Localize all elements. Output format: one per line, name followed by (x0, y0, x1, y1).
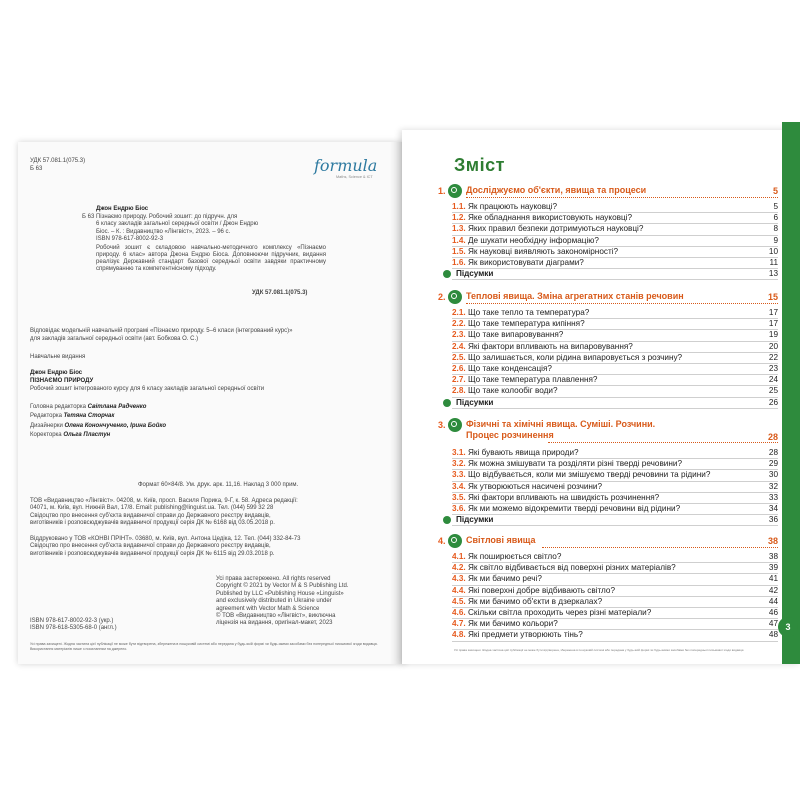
toc-row[interactable]: 2.7. Що таке температура плавлення? 24 (438, 375, 778, 386)
toc-summary-row[interactable]: Підсумки 26 (438, 398, 778, 409)
chapter-number: 2. (438, 292, 446, 302)
chapter-4-items (438, 552, 778, 642)
program-line: Відповідає модельній навчальній програмі «Пізнаємо природу. 5–6 класи (інтегрований курс)» (30, 328, 293, 334)
toc-row[interactable]: 4.4. Які поверхні добре відбивають світло? 42 (438, 586, 778, 597)
toc-row[interactable]: 4.8. Які предмети утворюють тінь? 48 (438, 630, 778, 641)
toc-row[interactable]: 3.4. Як утворюються насичені розчини? 32 (438, 482, 778, 493)
rights-line: ліцензія на видання, оригінал-макет, 2023 (216, 620, 333, 627)
dotted-leader (542, 547, 778, 548)
chapter-page: 38 (767, 536, 778, 546)
book-title: ПІЗНАЄМО ПРИРОДУ (30, 378, 94, 384)
catalog-annotation: Робочий зошит є складовою навчально-методичного комплексу «Пізнаємо природу. 6 клас» автора Джона Ендрю Біоса. Доповнюючи підручник, видання реалізує Державний стандарт базової середньої освіти завдяки практичному спрямуванню та компетентнісному підходу. (96, 244, 326, 273)
toc-row[interactable]: 1.6. Як використовувати діаграми? 11 (438, 258, 778, 269)
format-line: Формат 60×84/8. Ум. друк. арк. 11,16. Наклад 3 000 прим. (138, 482, 299, 488)
catalog-line: ISBN 978-617-8002-92-3 (96, 236, 164, 243)
dotted-leader (466, 197, 778, 198)
toc-row[interactable]: 1.4. Де шукати необхідну інформацію? 9 (438, 236, 778, 247)
magnifier-icon (448, 184, 462, 198)
toc-row[interactable]: 4.2. Як світло відбивається від поверхні різних матеріалів? 39 (438, 563, 778, 574)
printer-line: виготівників і розповсюджувачів видавничої продукції серія ДК № 6115 від 29.03.2018 р. (30, 550, 275, 557)
toc-row[interactable]: 2.4. Які фактори впливають на випаровування? 20 (438, 342, 778, 353)
toc-row[interactable]: 1.2. Яке обладнання використовують науковці? 6 (438, 213, 778, 224)
bbk-header: Б 63 (30, 166, 43, 172)
chapter-number: 3. (438, 420, 446, 430)
staff-row: Коректорка Ольга Пластун (30, 432, 111, 439)
chapter-number: 4. (438, 536, 446, 546)
catalog-line: Б 63 Пізнаємо природу. Робочий зошит: до підручн. для (82, 214, 238, 220)
open-book (18, 142, 800, 664)
author-name-2: Джон Ендрю Біос (30, 370, 83, 376)
atom-icon (448, 290, 462, 304)
toc-row[interactable]: 2.1. Що таке тепло та температура? 17 (438, 308, 778, 319)
rights-line: Copyright © 2021 by Vector M & S Publishing Ltd. (216, 583, 349, 590)
isbn-block (30, 618, 117, 633)
chapter-3-items (438, 448, 778, 526)
toc-row[interactable]: 2.2. Що таке температура кипіння? 17 (438, 319, 778, 330)
publisher-line: ТОВ «Видавництво «Лінгвіст». 04208, м. Київ, просп. Василя Порика, 9-Г, к. 58. Адреса редакції: (30, 498, 298, 504)
program-line: для закладів загальної середньої освіти (авт. Бобкова О. С.) (30, 336, 199, 342)
chapter-1-items (438, 202, 778, 280)
right-page-contents (402, 130, 800, 664)
flask-icon (448, 418, 462, 432)
chapter-page: 15 (767, 292, 778, 302)
toc-row[interactable]: 2.6. Що таке конденсація? 23 (438, 364, 778, 375)
toc-row[interactable]: 4.5. Як ми бачимо об'єкти в дзеркалах? 44 (438, 597, 778, 608)
rights-line: © ТОВ «Видавництво «Лінгвіст», виключна (216, 613, 336, 620)
chapter-title[interactable]: Світлові явища (466, 535, 536, 545)
chapter-number: 1. (438, 186, 446, 196)
toc-row[interactable]: 3.2. Як можна змішувати та розділяти різні тверді речовини? 29 (438, 459, 778, 470)
chapter-title[interactable]: Фізичні та хімічні явища. Суміші. Розчини. Процес розчинення (466, 419, 656, 440)
toc-row[interactable]: 4.3. Як ми бачимо речі? 41 (438, 574, 778, 585)
staff-row: Дизайнерки Олена Конончученко, Ірина Бойко (30, 422, 167, 429)
toc-row[interactable]: 2.8. Що таке колообіг води? 25 (438, 386, 778, 397)
summary-icon (443, 516, 451, 524)
edition-type: Навчальне видання (30, 354, 86, 360)
chapter-2-items (438, 308, 778, 409)
toc-row[interactable]: 4.1. Як поширюється світло? 38 (438, 552, 778, 563)
toc-row[interactable]: 1.3. Яких правил безпеки дотримуються науковці? 8 (438, 224, 778, 235)
chapter-title[interactable]: Теплові явища. Зміна агрегатних станів речовин (466, 291, 684, 301)
isbn-line: ISBN 978-617-8002-92-3 (укр.) (30, 618, 114, 624)
toc-row[interactable]: 4.7. Як ми бачимо кольори? 47 (438, 619, 778, 630)
logo-word: formula (314, 156, 378, 175)
formula-logo (314, 156, 394, 188)
printer-line: Свідоцтво про внесення суб'єкта видавничої справи до Державного реєстру видавців, (30, 543, 271, 550)
publisher-line: Свідоцтво про внесення суб'єкта видавничої справи до Державного реєстру видавців, (30, 512, 271, 519)
toc-row[interactable]: 3.6. Як ми можемо відокремити тверді речовини від рідини? 34 (438, 504, 778, 515)
toc-summary-row[interactable]: Підсумки 36 (438, 515, 778, 526)
udk-footer: УДК 57.081.1(075.3) (252, 290, 308, 296)
bulb-icon (448, 534, 462, 548)
staff-row: Редакторка Тетяна Сторчак (30, 413, 115, 420)
toc-row[interactable]: 1.1. Як працюють науковці? 5 (438, 202, 778, 213)
copyright-block (216, 576, 349, 628)
toc-row[interactable]: 1.5. Як науковці виявляють закономірності? 10 (438, 247, 778, 258)
catalog-entry (82, 214, 326, 273)
book-subtitle: Робочий зошит інтегрованого курсу для 6 класу закладів загальної середньої освіти (30, 386, 265, 392)
publisher-line: 04071, м. Київ, вул. Нижній Вал, 17/8. Email: publishing@linguist.ua. Тел. (044) 599 32 28 (30, 505, 274, 512)
toc-row[interactable]: 4.6. Скільки світла проходить через різні матеріали? 46 (438, 608, 778, 619)
toc-row[interactable]: 3.3. Що відбувається, коли ми змішуємо тверді речовини та рідини? 30 (438, 470, 778, 481)
right-footnote: Усі права захищені. Жодна частина цієї публікації не може бути відтворена, збережена в пошуковій системі або передана у будь-якій формі чи будь-якими засобами без попередньої письмової згоди видавця. (454, 648, 745, 652)
toc-row[interactable]: 2.5. Що залишається, коли рідина випаровується з розчину? 22 (438, 353, 778, 364)
dotted-leader (548, 442, 778, 443)
green-edge-bar (782, 122, 800, 664)
printer-info (30, 536, 300, 558)
chapter-title[interactable]: Досліджуємо об'єкти, явища та процеси (466, 185, 647, 195)
left-page-imprint (18, 142, 406, 664)
logo-subtitle: Maths, Science & ICT (336, 175, 373, 179)
toc-row[interactable]: 3.5. Які фактори впливають на швидкість розчинення? 33 (438, 493, 778, 504)
publisher-line: виготівників і розповсюджувачів видавничої продукції серія ДК № 6168 від 03.05.2018 р. (30, 520, 275, 527)
catalog-line: 6 класу закладів загальної середньої освіти / Джон Ендрю (96, 221, 259, 228)
dotted-leader (466, 303, 778, 304)
rights-line: agreement with Vector Math & Science (216, 605, 320, 612)
udk-header: УДК 57.081.1(075.3) (30, 158, 86, 164)
printer-line: Віддруковано у ТОВ «КОНВІ ПРІНТ». 03680, м. Київ, вул. Антона Цедіка, 12. Тел. (044) 332-84-73 (30, 536, 301, 542)
page-number-badge: 3 (778, 617, 798, 637)
staff-row: Головна редакторка Світлана Радченко (30, 404, 147, 410)
rights-line: Усі права застережено. All rights reserved (216, 576, 331, 582)
contents-title: Зміст (454, 155, 505, 175)
publisher-info (30, 498, 298, 528)
summary-icon (443, 270, 451, 278)
toc-row[interactable]: 3.1. Які бувають явища природи? 28 (438, 448, 778, 459)
toc-row[interactable]: 2.3. Що таке випаровування? 19 (438, 330, 778, 341)
left-footnote: Усі права захищені. Жодна частина цієї публікації не може бути відтворена, збережена в пошуковій системі або передана у будь-якій формі чи будь-якими засобами без попередньої письмової згоди видавця. Використання матеріалів лише з посиланням на джерело. (30, 642, 378, 651)
isbn-line: ISBN 978-618-5305-68-0 (англ.) (30, 625, 117, 632)
rights-line: Published by LLC «Publishing House «Linguist» (216, 590, 344, 597)
rights-line: and exclusively distributed in Ukraine under (216, 598, 332, 605)
toc-summary-row[interactable]: Підсумки 13 (438, 269, 778, 280)
chapter-page: 5 (772, 186, 778, 196)
chapter-page: 28 (767, 432, 778, 442)
editorial-staff (30, 404, 166, 440)
author-name: Джон Ендрю Біос (96, 206, 149, 212)
summary-icon (443, 399, 451, 407)
catalog-line: Біос. – К. : Видавництво «Лінгвіст», 2023. – 96 с. (96, 228, 231, 235)
